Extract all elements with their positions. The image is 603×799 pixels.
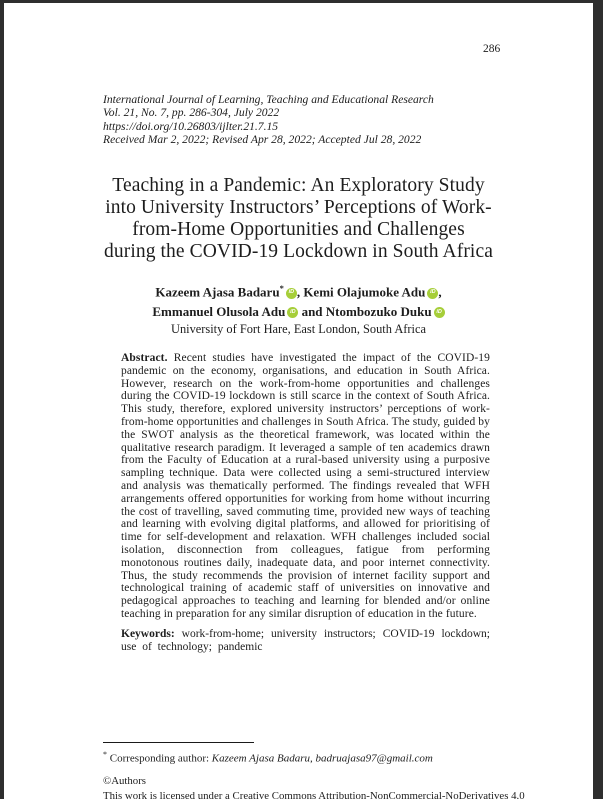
author-separator: and [298, 303, 326, 319]
orcid-icon[interactable]: iD [427, 288, 438, 299]
abstract-label: Abstract. [121, 352, 168, 364]
received-revised-accepted: Received Mar 2, 2022; Revised Apr 28, 2022; Accepted Jul 28, 2022 [103, 132, 422, 146]
journal-name: International Journal of Learning, Teaching and Educational Research [103, 93, 434, 106]
title-line: during the COVID-19 Lockdown in South Africa [104, 241, 493, 262]
title-line: into University Instructors’ Perceptions of Work- [105, 197, 492, 218]
paper-title [24, 175, 573, 263]
author-line [4, 302, 593, 322]
keywords-label: Keywords: [121, 627, 175, 640]
author-name: Emmanuel Olusola Adu [152, 303, 286, 319]
license-notice: This work is licensed under a Creative Commons Attribution-NonCommercial-NoDerivatives 4.0 [103, 790, 525, 799]
abstract-text: Recent studies have investigated the impact of the COVID-19 pandemic on the economy, organisations, and education in South Africa. However, research on the work-from-home opportunities and challenges during the COVID-19 lockdown is still scarce in the context of South Africa. This study, therefore, explored university instructors’ perceptions of work-from-home opportunities and challenges in South Africa. The study, guided by the SWOT analysis as the theoretical framework, was located within the qualitative research paradigm. It leveraged a sample of ten academics drawn from the Faculty of Education at a rural-based university using a purposive sampling technique. Data were collected using a semi-structured interview and analysis was thematically performed. The findings revealed that WFH arrangements offered opportunities for working from home without incurring the cost of travelling, saved commuting time, provided new ways of teaching and learning with evolving digital platforms, and allowed for prioritising of time for self-development and relaxation. WFH challenges included social isolation, disconnection from colleagues, fatigue from performing monotonous routines daily, inadequate data, and poor internet connectivity. Thus, the study recommends the provision of internet facility support and technological training of academic staff of universities on innovative and pedagogical approaches to teaching and learning for blended and/or online teaching in preparation for any similar disruption of education in the future. [121, 352, 490, 620]
orcid-icon[interactable]: iD [434, 307, 445, 318]
page-number: 286 [483, 43, 501, 55]
author-separator: , [438, 284, 442, 300]
journal-header [103, 93, 523, 146]
paper-page [4, 3, 593, 799]
author-list [4, 279, 593, 337]
title-line: from-Home Opportunities and Challenges [132, 219, 465, 240]
keywords-text: work-from-home; university instructors; COVID-19 lockdown; use of technology; pandemic [121, 627, 490, 653]
doi-link[interactable]: https://doi.org/10.26803/ijlter.21.7.15 [103, 119, 279, 133]
title-line: Teaching in a Pandemic: An Exploratory Study [112, 175, 485, 196]
footnote-divider [103, 742, 254, 743]
author-line [4, 279, 593, 302]
author-separator: , [296, 284, 304, 300]
orcid-icon[interactable]: iD [286, 288, 297, 299]
corresponding-author-marker: * [279, 283, 284, 293]
author-name: Kazeem Ajasa Badaru [155, 284, 280, 300]
footnote-label: Corresponding author: [109, 752, 210, 765]
footnote-marker: * [103, 750, 107, 759]
author-name: Ntombozuko Duku [325, 303, 432, 319]
orcid-icon[interactable]: iD [287, 307, 298, 318]
author-name: Kemi Olajumoke Adu [303, 284, 426, 300]
footnote-contact[interactable]: Kazeem Ajasa Badaru, badruajasa97@gmail.com [211, 752, 433, 765]
copyright-notice: ©Authors [103, 775, 146, 787]
journal-issue: Vol. 21, No. 7, pp. 286-304, July 2022 [103, 106, 280, 120]
license-footer [103, 775, 525, 799]
corresponding-author-footnote [103, 748, 513, 766]
affiliation: University of Fort Hare, East London, South Africa [171, 322, 426, 337]
abstract-section [121, 352, 490, 654]
